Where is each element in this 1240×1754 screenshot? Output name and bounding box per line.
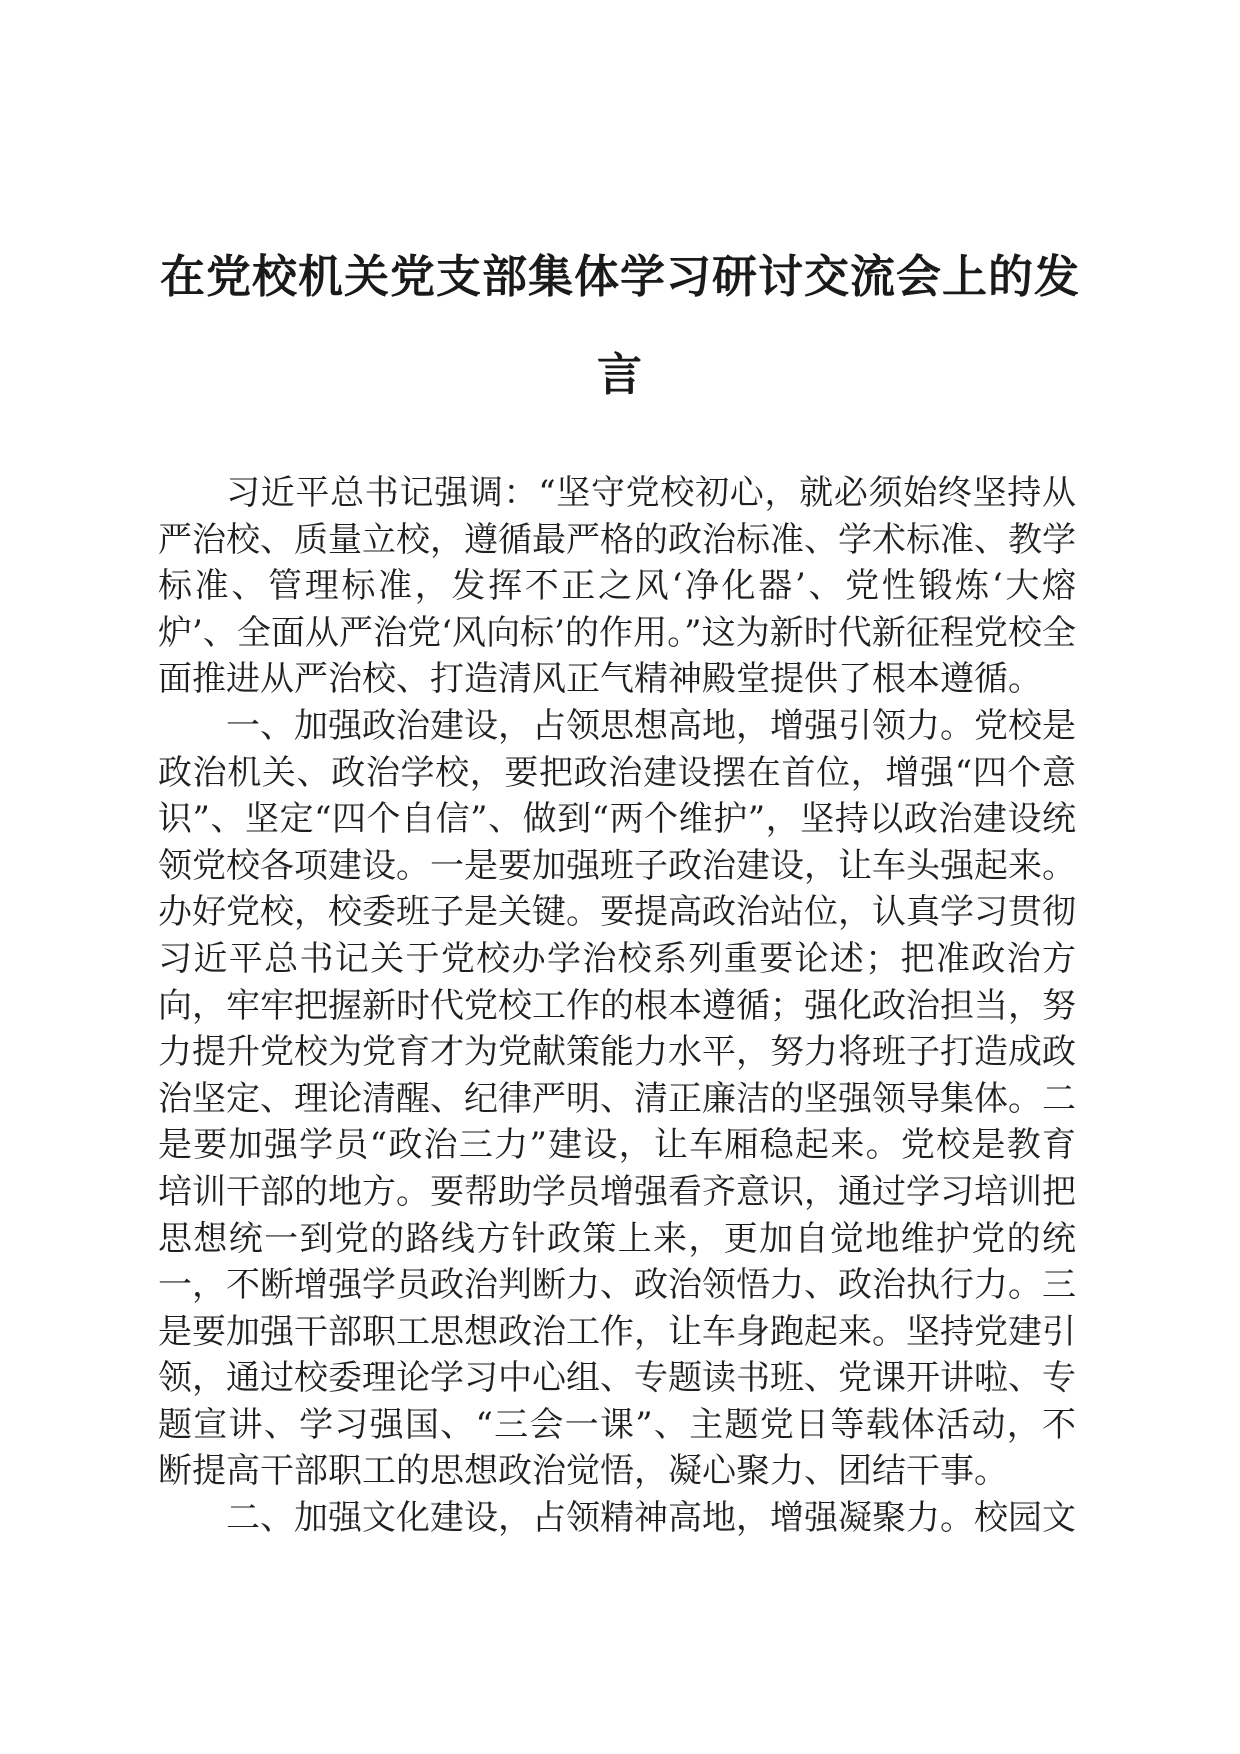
paragraph-intro: 习近平总书记强调：“坚守党校初心，就必须始终坚持从严治校、质量立校，遵循最严格的政治标准、学术标准、教学标准、管理标准，发挥不正之风‘净化器’、党性锻炼‘大熔炉’、全面从严治党‘风向标’的作用。”这为新时代新征程党校全面推进从严治校、打造清风正气精神殿堂提供了根本遵循。 [158, 473, 1076, 700]
paragraph-section-2: 二、加强文化建设，占领精神高地，增强凝聚力。校园文 [226, 1498, 1076, 1539]
document-title: 在党校机关党支部集体学习研讨交流会上的发言 [159, 250, 1080, 401]
document-body [158, 470, 1076, 1542]
paragraph-section-1: 一、加强政治建设，占领思想高地，增强引领力。党校是政治机关、政治学校，要把政治建设摆在首位，增强“四个意识”、坚定“四个自信”、做到“两个维护”，坚持以政治建设统领党校各项建设。一是要加强班子政治建设，让车头强起来。办好党校，校委班子是关键。要提高政治站位，认真学习贯彻习近平总书记关于党校办学治校系列重要论述；把准政治方向，牢牢把握新时代党校工作的根本遵循；强化政治担当，努力提升党校为党育才为党献策能力水平，努力将班子打造成政治坚定、理论清醒、纪律严明、清正廉洁的坚强领导集体。二是要加强学员“政治三力”建设，让车厢稳起来。党校是教育培训干部的地方。要帮助学员增强看齐意识，通过学习培训把思想统一到党的路线方针政策上来，更加自觉地维护党的统一，不断增强学员政治判断力、政治领悟力、政治执行力。三是要加强干部职工思想政治工作，让车身跑起来。坚持党建引领，通过校委理论学习中心组、专题读书班、党课开讲啦、专题宣讲、学习强国、“三会一课”、主题党日等载体活动，不断提高干部职工的思想政治觉悟，凝心聚力、团结干事。 [158, 705, 1076, 1492]
